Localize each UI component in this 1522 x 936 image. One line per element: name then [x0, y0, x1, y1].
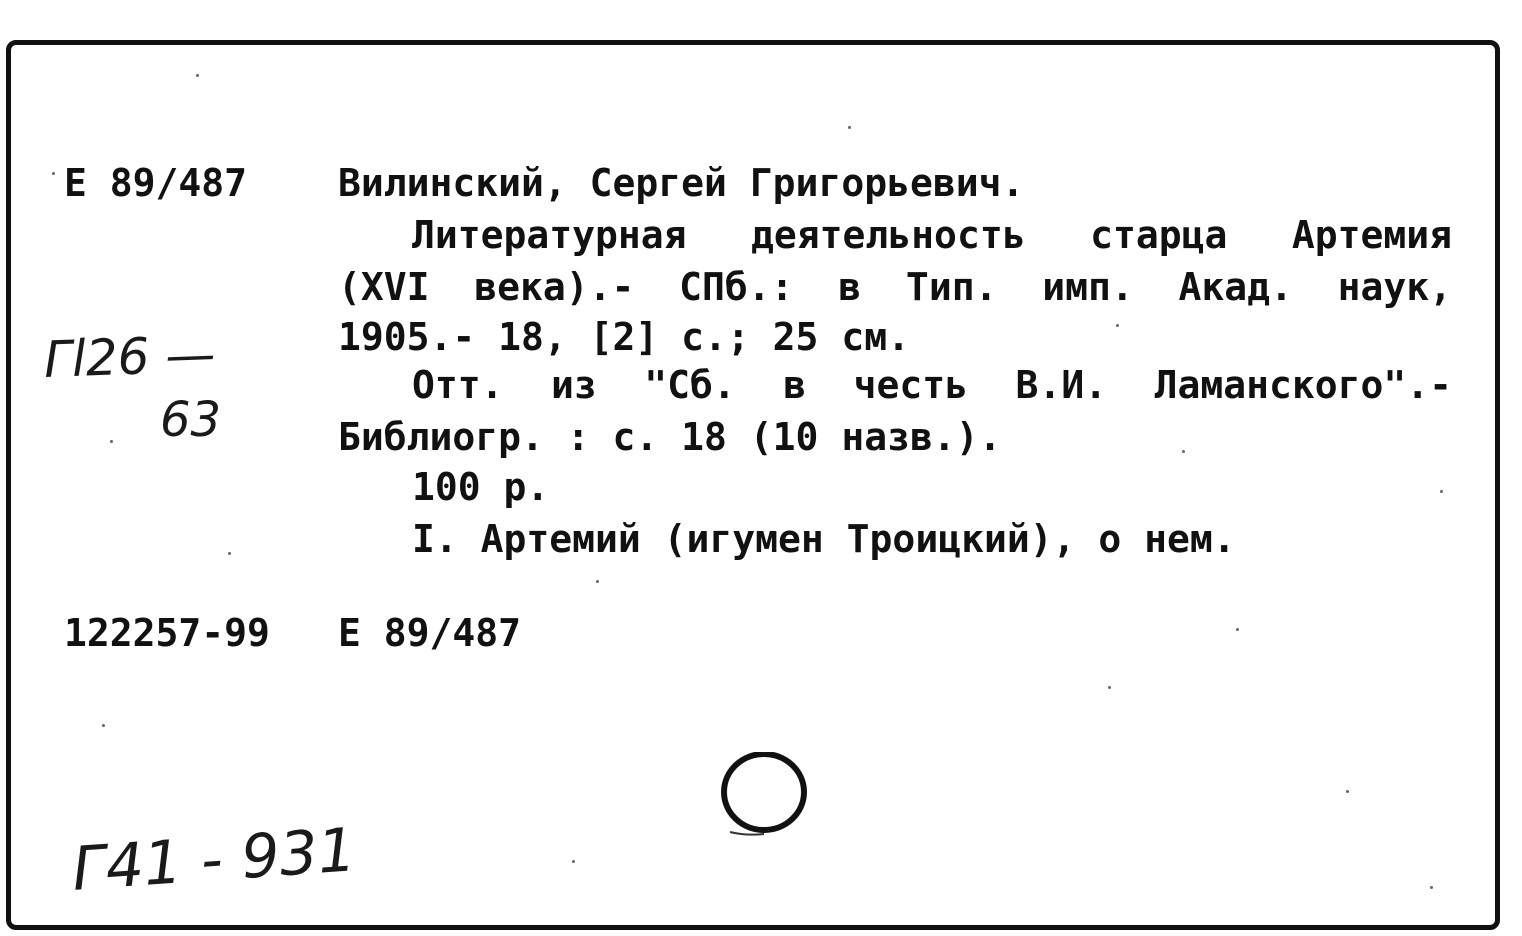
speck — [848, 126, 851, 129]
title-line-3: 1905.- 18, [2] с.; 25 см. — [338, 315, 910, 359]
subject-heading: I. Артемий (игумен Троицкий), о нем. — [412, 517, 1236, 561]
speck — [1430, 886, 1433, 889]
speck — [110, 440, 113, 443]
handwritten-code-top-2: 63 — [160, 392, 222, 448]
speck — [102, 724, 105, 727]
speck — [196, 74, 199, 77]
speck — [1440, 490, 1443, 493]
speck — [596, 580, 599, 583]
handwritten-code-top: Гl26 — — [43, 325, 217, 389]
speck — [1108, 686, 1111, 689]
speck — [1236, 628, 1239, 631]
speck — [52, 172, 55, 175]
speck — [572, 860, 575, 863]
title-line-2: (XVI века).- СПб.: в Тип. имп. Акад. наук, — [338, 265, 1452, 309]
speck — [228, 552, 231, 555]
shelfmark: Е 89/487 — [64, 161, 248, 205]
shelfmark-repeat: Е 89/487 — [338, 611, 522, 655]
author-heading: Вилинский, Сергей Григорьевич. — [338, 161, 1025, 205]
handwritten-code-bottom: Г41 - 931 — [69, 815, 359, 905]
speck — [1346, 790, 1349, 793]
speck — [1182, 450, 1185, 453]
inventory-number: 122257-99 — [64, 611, 270, 655]
note-line-1: Отт. из "Сб. в честь В.И. Ламанского".- — [412, 363, 1452, 407]
card-hole-icon — [716, 752, 816, 842]
note-line-2: Библиогр. : с. 18 (10 назв.). — [338, 415, 1002, 459]
speck — [1116, 324, 1119, 327]
title-line-1: Литературная деятельность старца Артемия — [412, 213, 1452, 257]
price: 100 р. — [412, 465, 550, 509]
